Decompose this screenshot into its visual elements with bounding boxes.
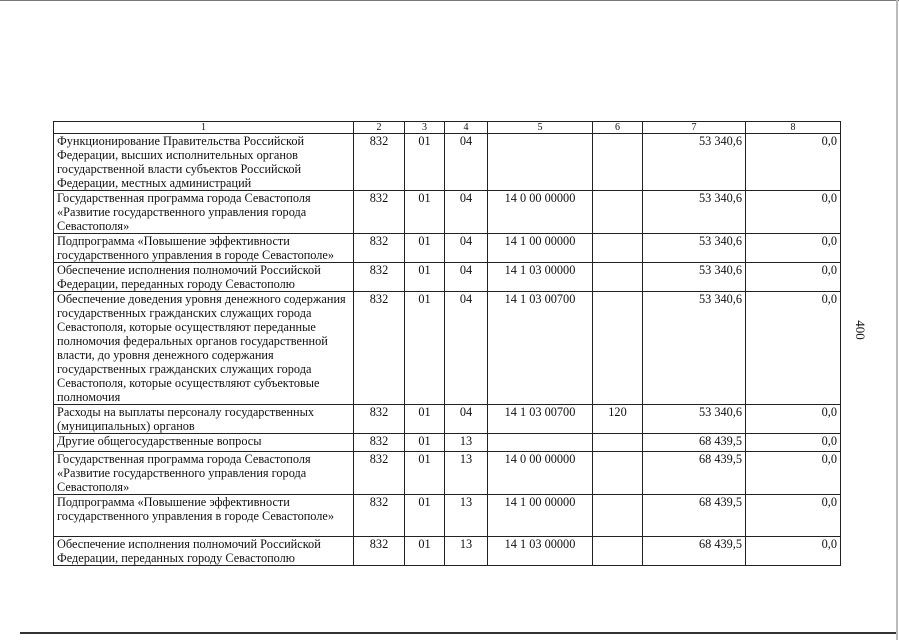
row-cell-3: 01 — [405, 134, 445, 191]
row-cell-5 — [488, 134, 593, 191]
table-row — [54, 495, 841, 537]
row-cell-2: 832 — [354, 405, 405, 434]
row-cell-3: 01 — [405, 434, 445, 452]
row-cell-5: 14 1 00 00000 — [488, 495, 593, 537]
row-cell-6 — [593, 434, 643, 452]
row-name-cell: Обеспечение доведения уровня денежного содержания государственных гражданских служащих города Севастополя, которые осуществляют переданные полномочия федеральных органов государственной власти, до уровня денежного содержания государственных гражданских служащих города Севастополя, которые осуществляют субъектовые полномочия — [54, 292, 354, 405]
row-cell-7: 68 439,5 — [643, 537, 746, 566]
row-cell-7: 53 340,6 — [643, 134, 746, 191]
row-cell-7: 53 340,6 — [643, 405, 746, 434]
column-header: 7 — [643, 122, 746, 134]
row-cell-8: 0,0 — [746, 434, 841, 452]
column-header: 5 — [488, 122, 593, 134]
column-header: 1 — [54, 122, 354, 134]
row-cell-2: 832 — [354, 495, 405, 537]
row-cell-6 — [593, 292, 643, 405]
table-row — [54, 452, 841, 495]
row-cell-2: 832 — [354, 234, 405, 263]
row-cell-4: 04 — [445, 263, 488, 292]
row-name-cell: Государственная программа города Севастополя «Развитие государственного управления города Севастополя» — [54, 191, 354, 234]
row-cell-6 — [593, 234, 643, 263]
row-cell-6 — [593, 452, 643, 495]
column-header: 6 — [593, 122, 643, 134]
row-cell-4: 13 — [445, 537, 488, 566]
table-row — [54, 191, 841, 234]
row-cell-2: 832 — [354, 134, 405, 191]
row-name-cell: Расходы на выплаты персоналу государственных (муниципальных) органов — [54, 405, 354, 434]
row-cell-7: 68 439,5 — [643, 495, 746, 537]
row-cell-6 — [593, 495, 643, 537]
row-cell-7: 53 340,6 — [643, 263, 746, 292]
row-cell-5: 14 1 03 00000 — [488, 263, 593, 292]
row-cell-8: 0,0 — [746, 495, 841, 537]
row-cell-8: 0,0 — [746, 234, 841, 263]
row-cell-2: 832 — [354, 292, 405, 405]
row-cell-3: 01 — [405, 263, 445, 292]
row-cell-8: 0,0 — [746, 405, 841, 434]
row-cell-5 — [488, 434, 593, 452]
row-cell-3: 01 — [405, 405, 445, 434]
row-cell-3: 01 — [405, 495, 445, 537]
row-cell-6 — [593, 263, 643, 292]
row-cell-4: 04 — [445, 191, 488, 234]
row-cell-4: 04 — [445, 234, 488, 263]
table-row — [54, 405, 841, 434]
row-cell-4: 13 — [445, 452, 488, 495]
table-row — [54, 134, 841, 191]
row-name-cell: Обеспечение исполнения полномочий Российской Федерации, переданных городу Севастополю — [54, 263, 354, 292]
row-cell-4: 04 — [445, 405, 488, 434]
table-header-row — [54, 122, 841, 134]
table-row — [54, 263, 841, 292]
row-cell-2: 832 — [354, 263, 405, 292]
column-header: 3 — [405, 122, 445, 134]
row-name-cell: Другие общегосударственные вопросы — [54, 434, 354, 452]
table-row — [54, 234, 841, 263]
row-cell-8: 0,0 — [746, 537, 841, 566]
table-row — [54, 537, 841, 566]
row-cell-5: 14 1 00 00000 — [488, 234, 593, 263]
row-cell-5: 14 0 00 00000 — [488, 452, 593, 495]
row-cell-8: 0,0 — [746, 134, 841, 191]
row-cell-7: 53 340,6 — [643, 191, 746, 234]
column-header: 8 — [746, 122, 841, 134]
row-name-cell: Государственная программа города Севастополя «Развитие государственного управления города Севастополя» — [54, 452, 354, 495]
scan-right-edge — [896, 0, 898, 640]
row-cell-7: 68 439,5 — [643, 452, 746, 495]
row-cell-4: 04 — [445, 134, 488, 191]
row-cell-8: 0,0 — [746, 263, 841, 292]
row-name-cell: Функционирование Правительства Российской Федерации, высших исполнительных органов государственной власти субъектов Российской Федерации, местных администраций — [54, 134, 354, 191]
row-cell-3: 01 — [405, 234, 445, 263]
row-cell-8: 0,0 — [746, 292, 841, 405]
row-cell-5: 14 0 00 00000 — [488, 191, 593, 234]
column-header: 2 — [354, 122, 405, 134]
row-cell-4: 13 — [445, 434, 488, 452]
row-cell-4: 04 — [445, 292, 488, 405]
row-cell-5: 14 1 03 00700 — [488, 405, 593, 434]
row-cell-6 — [593, 134, 643, 191]
row-cell-3: 01 — [405, 191, 445, 234]
row-cell-6: 120 — [593, 405, 643, 434]
row-cell-2: 832 — [354, 537, 405, 566]
page-number: 400 — [852, 320, 868, 340]
row-name-cell: Подпрограмма «Повышение эффективности государственного управления в городе Севастополе» — [54, 495, 354, 537]
row-cell-5: 14 1 03 00000 — [488, 537, 593, 566]
row-cell-2: 832 — [354, 434, 405, 452]
row-name-cell: Обеспечение исполнения полномочий Российской Федерации, переданных городу Севастополю — [54, 537, 354, 566]
row-cell-2: 832 — [354, 452, 405, 495]
row-cell-3: 01 — [405, 292, 445, 405]
budget-table — [53, 121, 841, 566]
scan-bottom-line — [20, 632, 896, 634]
row-cell-7: 68 439,5 — [643, 434, 746, 452]
row-cell-8: 0,0 — [746, 191, 841, 234]
table-row — [54, 292, 841, 405]
row-cell-5: 14 1 03 00700 — [488, 292, 593, 405]
row-cell-2: 832 — [354, 191, 405, 234]
row-cell-6 — [593, 191, 643, 234]
row-cell-7: 53 340,6 — [643, 292, 746, 405]
row-cell-3: 01 — [405, 452, 445, 495]
row-cell-7: 53 340,6 — [643, 234, 746, 263]
row-cell-3: 01 — [405, 537, 445, 566]
row-name-cell: Подпрограмма «Повышение эффективности государственного управления в городе Севастополе» — [54, 234, 354, 263]
row-cell-8: 0,0 — [746, 452, 841, 495]
row-cell-6 — [593, 537, 643, 566]
column-header: 4 — [445, 122, 488, 134]
scan-top-edge — [0, 0, 899, 1]
row-cell-4: 13 — [445, 495, 488, 537]
table-row — [54, 434, 841, 452]
